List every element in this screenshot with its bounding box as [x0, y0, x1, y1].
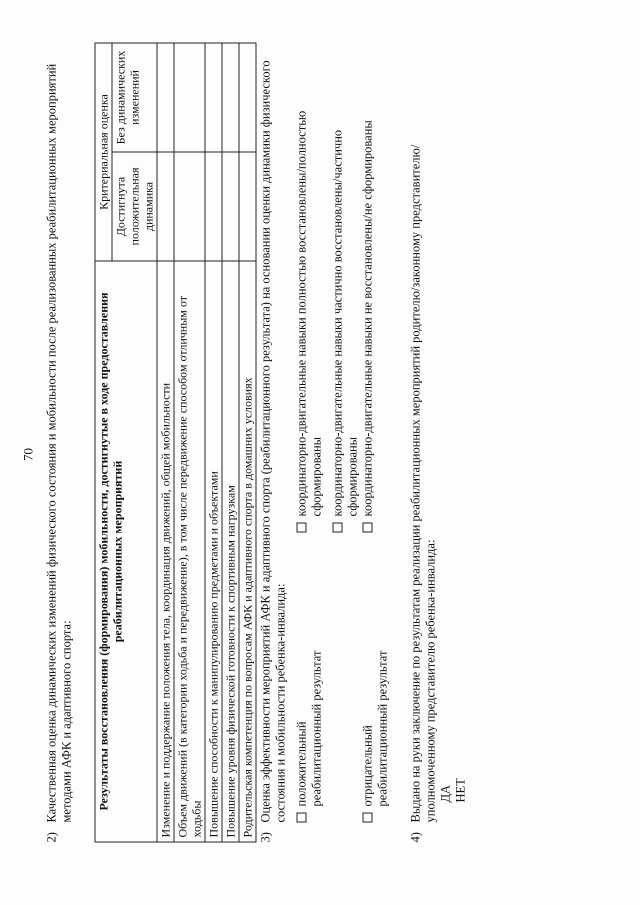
section-3 — [259, 53, 289, 843]
header-no-change: Без динамических изменений — [112, 43, 157, 152]
positive-result-label: положительный реабилитационный результат — [294, 650, 324, 807]
table-row — [157, 43, 174, 842]
cell-no-change — [222, 43, 239, 152]
section-4-text: Выдано на руки заключение по результатам реализации реабилитационных мероприятий родителю/законному представителю/уполномоченному представителю ребенка-инвалида: — [408, 144, 438, 823]
negative-result-label: отрицательный реабилитационный результат — [360, 650, 390, 807]
list-item[interactable] — [331, 53, 361, 533]
row-label: Родительская компетенция по вопросам АФК и адаптивного спорта в домашних условиях — [239, 261, 256, 842]
row-label: Изменение и поддержание положения тела, координация движений, общей мобильности — [157, 261, 174, 842]
header-positive: Достигнута положительная динамика — [112, 152, 157, 261]
table-row — [205, 43, 222, 842]
section-4 — [409, 53, 469, 843]
section-2-text: Качественная оценка динамических изменений физического состояния и мобильности после реализованных реабилитационных мероприятий методами АФК и адаптивного спорта: — [44, 63, 74, 823]
list-item[interactable] — [361, 53, 376, 533]
row-label: Повышение способности к манипулированию предметами и объектами — [205, 261, 222, 842]
table-row — [174, 43, 205, 842]
answer-yes[interactable]: ДА — [438, 784, 453, 803]
positive-result-option[interactable] — [295, 623, 325, 823]
cell-no-change — [174, 43, 205, 152]
section-2 — [45, 53, 75, 843]
cell-positive — [222, 152, 239, 261]
not-restored-label: координаторно-двигательные навыки не восстановлены/не сформированы — [360, 120, 375, 517]
cell-no-change — [157, 43, 174, 152]
partial-restore-label: координаторно-двигательные навыки частично восстановлены/частично сформированы — [330, 129, 360, 517]
header-criteria: Критериальная оценка — [95, 43, 112, 261]
page-number: 70 — [20, 448, 36, 461]
negative-result-option[interactable] — [361, 623, 391, 823]
cell-no-change — [205, 43, 222, 152]
rotated-page-content — [1, 0, 640, 905]
results-table — [95, 43, 257, 843]
table-row — [222, 43, 239, 842]
table-row — [239, 43, 256, 842]
cell-positive — [205, 152, 222, 261]
row-label: Объем движений (в категории ходьба и передвижение), в том числе передвижение способом отличным от ходьбы — [174, 261, 205, 842]
header-results: Результаты восстановления (формирования) мобильности, достигнутые в ходе предоставления реабилитационных мероприятий — [95, 261, 157, 842]
positive-suboptions — [295, 53, 367, 533]
full-restore-checkbox[interactable] — [297, 523, 307, 533]
cell-positive — [239, 152, 256, 261]
answer-no[interactable]: НЕТ — [453, 778, 468, 803]
positive-result-checkbox[interactable] — [297, 813, 307, 823]
not-restored-checkbox[interactable] — [363, 523, 373, 533]
section-2-number: 2) — [44, 832, 59, 843]
table-header-row — [95, 43, 112, 842]
section-3-text: Оценка эффективности мероприятий АФК и адаптивного спорта (реабилитационного результата) на основании оценки динамики физического состояния и мобильности ребенка-инвалида: — [258, 60, 288, 823]
cell-positive — [174, 152, 205, 261]
row-label: Повышение уровня физической готовности к спортивным нагрузкам — [222, 261, 239, 842]
cell-no-change — [239, 43, 256, 152]
section-4-number: 4) — [408, 832, 423, 843]
cell-positive — [157, 152, 174, 261]
partial-restore-checkbox[interactable] — [333, 523, 343, 533]
negative-result-checkbox[interactable] — [363, 813, 373, 823]
section-3-number: 3) — [258, 832, 273, 843]
negative-suboption — [361, 53, 382, 533]
full-restore-label: координаторно-двигательные навыки полностью восстановлены/полностью сформированы — [294, 110, 324, 517]
list-item[interactable] — [295, 53, 325, 533]
